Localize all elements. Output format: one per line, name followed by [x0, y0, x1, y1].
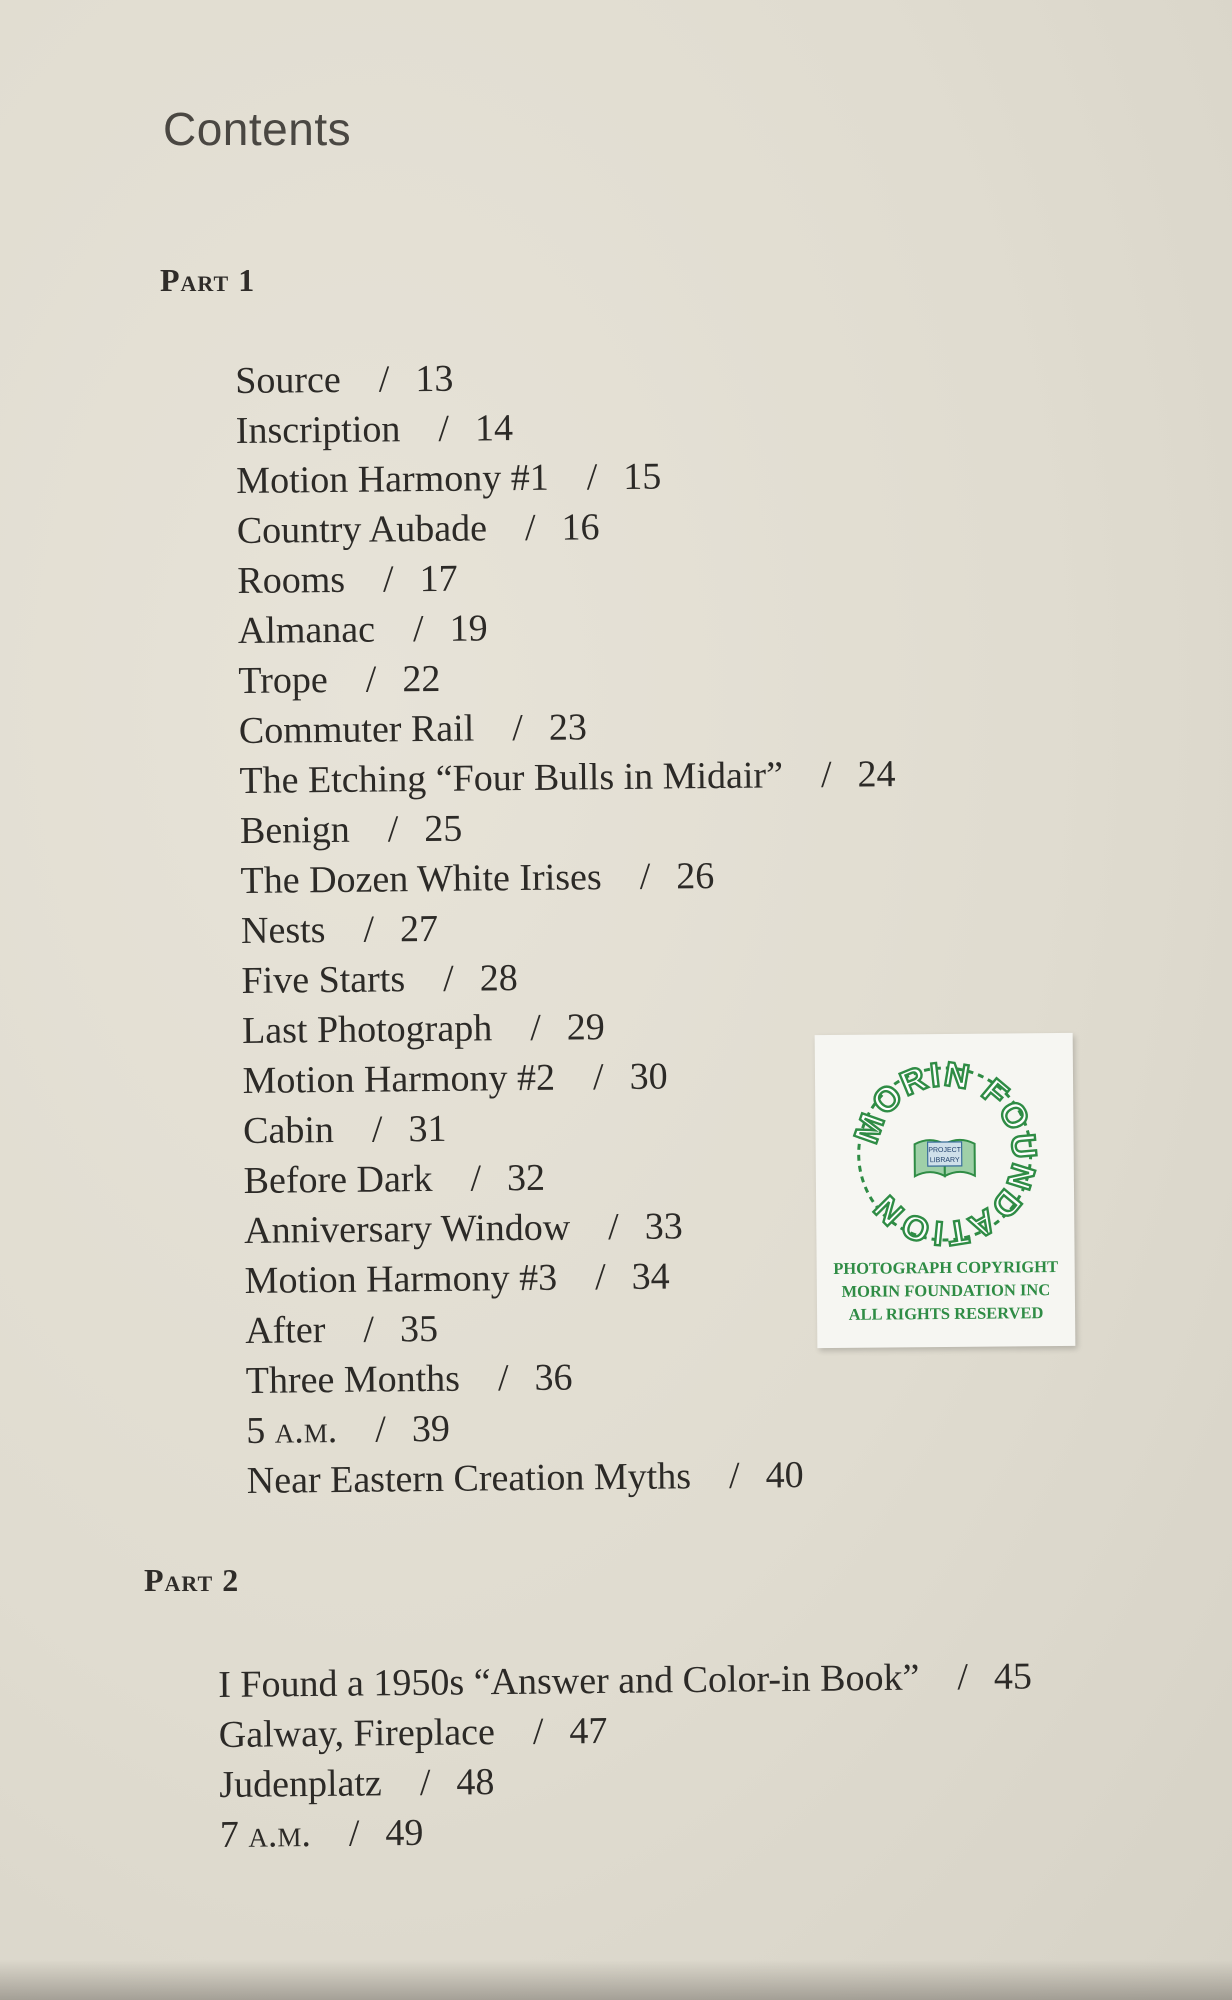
entry-page: 40: [765, 1454, 804, 1497]
entry-page: 25: [424, 807, 463, 851]
toc-entry: [245, 1299, 902, 1356]
entry-title: Five Starts: [241, 958, 406, 1002]
entry-page: 35: [399, 1307, 439, 1351]
entry-page: 28: [479, 957, 518, 1000]
entry-title: Trope: [238, 659, 329, 702]
toc-entry: [242, 999, 899, 1056]
entry-separator: /: [524, 506, 536, 549]
entry-title: Inscription: [235, 408, 401, 452]
toc-entry: [236, 449, 893, 506]
entry-title: Last Photograph: [241, 1007, 493, 1052]
svg-text:MORIN FOUNDATION: MORIN FOUNDATION: [847, 1055, 1044, 1253]
toc-entry: [239, 749, 896, 806]
toc-entry: [220, 1801, 1034, 1860]
sticker-copyright-text: [817, 1255, 1076, 1326]
part-1-heading: Part 1: [160, 262, 256, 298]
entry-separator: /: [348, 1812, 360, 1855]
entry-separator: /: [371, 1108, 383, 1151]
entry-separator: /: [375, 1408, 387, 1451]
entry-title: Nests: [240, 909, 326, 952]
toc-entry: [241, 949, 898, 1006]
entry-title: The Etching “Four Bulls in Midair”: [239, 754, 784, 802]
part-1-entries: [235, 349, 903, 1506]
entry-separator: /: [470, 1157, 482, 1200]
entry-title: Anniversary Window: [243, 1206, 571, 1252]
entry-title: Rooms: [237, 558, 346, 602]
sticker-line: MORIN FOUNDATION INC: [841, 1280, 1051, 1301]
entry-title: Motion Harmony #3: [244, 1256, 558, 1302]
entry-separator: /: [957, 1656, 969, 1699]
entry-separator: /: [512, 707, 524, 750]
toc-entry: [243, 1149, 900, 1206]
entry-page: 23: [548, 706, 588, 749]
entry-page: 33: [644, 1205, 683, 1248]
entry-page: 48: [456, 1761, 495, 1804]
entry-title: Judenplatz: [219, 1762, 383, 1806]
toc-entry: [237, 499, 894, 556]
entry-page: 34: [631, 1255, 670, 1298]
entry-page: 47: [569, 1709, 608, 1753]
toc-entry: [238, 649, 895, 706]
entry-page: 14: [474, 407, 514, 450]
entry-separator: /: [639, 855, 651, 898]
entry-page: 49: [385, 1811, 424, 1855]
entry-separator: /: [594, 1256, 606, 1299]
entry-page: 17: [419, 557, 458, 601]
entry-page: 16: [561, 506, 600, 549]
toc-entry: [245, 1349, 902, 1406]
entry-separator: /: [382, 558, 394, 601]
entry-page: 27: [399, 907, 439, 951]
entry-title: Near Eastern Creation Myths: [246, 1455, 692, 1502]
toc-entry: [240, 849, 897, 906]
entry-separator: /: [532, 1710, 544, 1753]
entry-separator: /: [497, 1357, 509, 1400]
toc-entry: [240, 799, 897, 856]
entry-title: Three Months: [245, 1357, 461, 1402]
toc-entry: [237, 549, 894, 606]
entry-title: Benign: [239, 808, 350, 852]
entry-page: 26: [676, 855, 715, 898]
entry-page: 30: [629, 1055, 668, 1098]
entry-title: 7 a.m.: [219, 1813, 312, 1856]
toc-entry: [239, 699, 896, 756]
svg-text:PROJECT: PROJECT: [928, 1146, 962, 1155]
entry-title: The Dozen White Irises: [240, 856, 602, 902]
toc-entry: [243, 1099, 900, 1156]
entry-page: 13: [415, 357, 454, 401]
entry-separator: /: [378, 358, 390, 401]
entry-title: Galway, Fireplace: [218, 1711, 496, 1756]
entry-title: Before Dark: [243, 1157, 433, 1202]
entry-separator: /: [607, 1206, 619, 1249]
entry-separator: /: [529, 1006, 541, 1049]
entry-page: 22: [402, 657, 441, 701]
entry-separator: /: [412, 608, 424, 651]
entry-title: Almanac: [237, 608, 376, 652]
entry-page: 39: [411, 1407, 451, 1451]
toc-entry: [247, 1449, 904, 1506]
entry-title: 5 a.m.: [246, 1408, 338, 1452]
sticker-line: ALL RIGHTS RESERVED: [848, 1303, 1044, 1324]
svg-text:LIBRARY: LIBRARY: [929, 1156, 960, 1165]
entry-separator: /: [363, 1308, 375, 1351]
toc-entry: [219, 1751, 1033, 1810]
entry-page: 31: [408, 1107, 447, 1151]
toc-entry: [242, 1049, 899, 1106]
entry-title: Motion Harmony #2: [242, 1056, 556, 1102]
toc-entry: [241, 899, 898, 956]
toc-entry: [246, 1399, 903, 1456]
entry-separator: /: [363, 908, 375, 951]
copyright-sticker: [815, 1033, 1076, 1348]
entry-separator: /: [387, 808, 399, 851]
entry-separator: /: [442, 957, 454, 1000]
entry-page: 32: [506, 1156, 546, 1200]
entry-title: I Found a 1950s “Answer and Color-in Book”: [218, 1656, 920, 1706]
entry-title: Country Aubade: [236, 507, 488, 552]
toc-entry: [238, 599, 895, 656]
entry-separator: /: [438, 407, 450, 450]
entry-title: Commuter Rail: [238, 707, 475, 752]
entry-separator: /: [820, 753, 832, 796]
entry-page: 19: [449, 607, 488, 650]
part-2-heading: Part 2: [144, 1562, 240, 1598]
entry-separator: /: [728, 1454, 740, 1497]
entry-page: 36: [534, 1356, 573, 1399]
entry-separator: /: [586, 456, 598, 499]
entry-page: 24: [857, 753, 896, 796]
entry-page: 29: [566, 1006, 605, 1049]
toc-entry: [244, 1199, 901, 1256]
toc-entry: [244, 1249, 901, 1306]
toc-entry: [236, 399, 893, 456]
toc-entry: [219, 1701, 1033, 1760]
entry-title: Motion Harmony #1: [236, 456, 549, 502]
toc-entry: [218, 1651, 1032, 1710]
entry-separator: /: [419, 1761, 431, 1804]
part-2-entries: [218, 1651, 1034, 1860]
entry-separator: /: [592, 1056, 604, 1099]
page-title: Contents: [163, 103, 352, 155]
toc-entry: [235, 349, 892, 406]
entry-page: 15: [623, 455, 662, 498]
entry-title: Source: [235, 358, 342, 402]
entry-title: Cabin: [242, 1109, 335, 1152]
morin-foundation-logo-icon: [841, 1055, 1049, 1253]
sticker-line: PHOTOGRAPH COPYRIGHT: [833, 1257, 1059, 1278]
entry-separator: /: [365, 658, 377, 701]
entry-title: After: [244, 1309, 326, 1352]
entry-page: 45: [993, 1655, 1033, 1698]
book-icon: [915, 1140, 975, 1177]
